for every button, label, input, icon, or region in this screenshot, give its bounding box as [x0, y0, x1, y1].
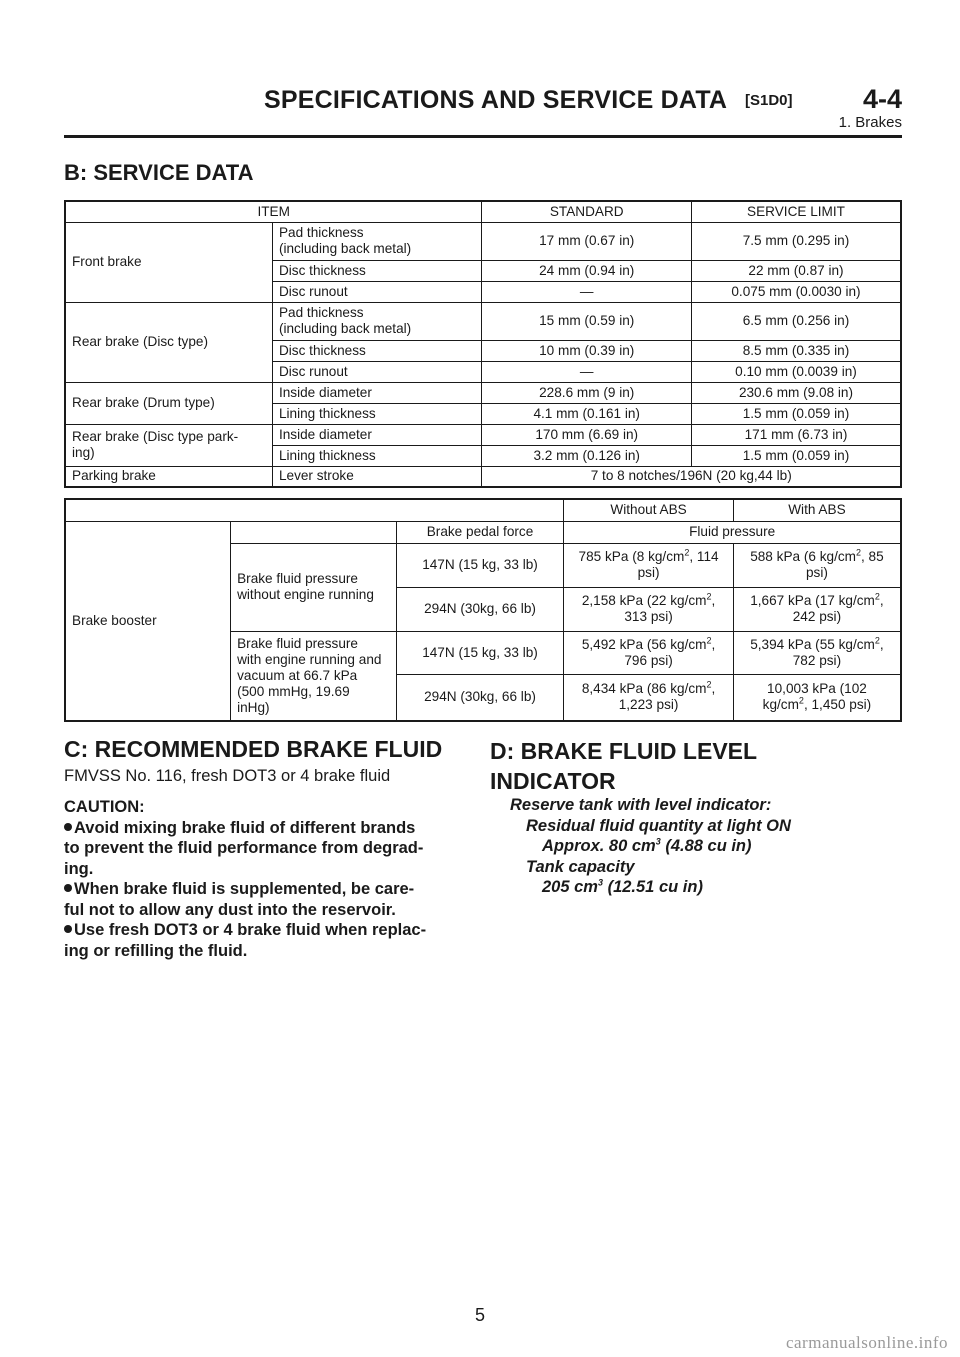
residual-quantity-value: Approx. 80 $cm^3$ (4.88 cu in) [542, 836, 752, 855]
section-d-heading: D: BRAKE FLUID LEVEL INDICATOR [490, 738, 758, 794]
header-code: [S1D0] [745, 92, 793, 109]
cell-standard: — [482, 361, 692, 382]
reserve-tank-label: Reserve tank with level indicator: [510, 796, 772, 814]
brake-booster-table [64, 498, 902, 722]
cell-pedal-force: 294N (30kg, 66 lb) [396, 674, 564, 721]
cell-standard: 17 mm (0.67 in) [482, 222, 692, 260]
bullet-icon [64, 823, 72, 831]
cell-limit: 1.5 mm (0.059 in) [691, 445, 901, 466]
col-header-pedal-force: Brake pedal force [396, 521, 564, 543]
table-row [65, 302, 901, 340]
col-header-with-abs: With ABS [733, 499, 901, 521]
cell-standard: 15 mm (0.59 in) [482, 302, 692, 340]
table-header-row [65, 499, 901, 521]
cell-limit: 171 mm (6.73 in) [691, 424, 901, 445]
cell-limit: 230.6 mm (9.08 in) [691, 382, 901, 403]
table-header-row [65, 521, 901, 543]
cell-item: Lever stroke [272, 466, 481, 487]
table-row [65, 466, 901, 487]
col-header-fluid-pressure: Fluid pressure [564, 521, 901, 543]
cell-item: Lining thickness [272, 403, 481, 424]
cell-limit: 6.5 mm (0.256 in) [691, 302, 901, 340]
cell-limit: 7.5 mm (0.295 in) [691, 222, 901, 260]
header-title: SPECIFICATIONS AND SERVICE DATA [264, 86, 728, 114]
cell-item: Lining thickness [272, 445, 481, 466]
cell-pedal-force: 294N (30kg, 66 lb) [396, 587, 564, 631]
cell-standard: 4.1 mm (0.161 in) [482, 403, 692, 424]
bullet-icon [64, 925, 72, 933]
cell-item: Disc thickness [272, 340, 481, 361]
service-data-table [64, 200, 902, 488]
cell-standard: 10 mm (0.39 in) [482, 340, 692, 361]
caution-title: CAUTION: [64, 798, 145, 816]
blank-header-cell [231, 521, 397, 543]
section-b-heading: B: SERVICE DATA [64, 160, 254, 185]
cell-item: Disc runout [272, 361, 481, 382]
cell-item: Disc thickness [272, 260, 481, 281]
tank-capacity-label: Tank capacity [526, 857, 635, 876]
col-header-service-limit: SERVICE LIMIT [691, 201, 901, 222]
col-header-standard: STANDARD [482, 201, 692, 222]
table-row [65, 424, 901, 445]
cell-with-abs: 1,667 kPa (17 $kg/cm^2$, 242 psi) [733, 587, 901, 631]
cell-without-abs: 785 kPa (8 $kg/cm^2$, 114 psi) [564, 543, 734, 587]
cell-limit: 0.075 mm (0.0030 in) [691, 281, 901, 302]
cell-standard: 24 mm (0.94 in) [482, 260, 692, 281]
cell-with-abs: 588 kPa (6 $kg/cm^2$, 85 psi) [733, 543, 901, 587]
table-header-row [65, 201, 901, 222]
caution-block [64, 797, 474, 961]
col-header-without-abs: Without ABS [564, 499, 734, 521]
cell-pedal-force: 147N (15 kg, 33 lb) [396, 543, 564, 587]
row-label-parking-brake: Parking brake [65, 466, 272, 487]
recommended-fluid-text: FMVSS No. 116, fresh DOT3 or 4 brake fluid [64, 767, 391, 785]
blank-header-cell [65, 499, 564, 521]
cell-standard: 228.6 mm (9 in) [482, 382, 692, 403]
cell-with-abs: 10,003 kPa (102 $kg/cm^2$, 1,450 psi) [733, 674, 901, 721]
cell-without-abs: 8,434 kPa (86 $kg/cm^2$, 1,223 psi) [564, 674, 734, 721]
cell-limit: 8.5 mm (0.335 in) [691, 340, 901, 361]
bullet-icon [64, 884, 72, 892]
table-row [65, 222, 901, 260]
residual-quantity-label: Residual fluid quantity at light ON [526, 816, 791, 835]
cell-limit: 1.5 mm (0.059 in) [691, 403, 901, 424]
row-label-rear-drum: Rear brake (Drum type) [65, 382, 272, 424]
table-row [65, 382, 901, 403]
row-label-rear-disc-parking: Rear brake (Disc type park- ing) [65, 424, 272, 466]
header-rule [64, 135, 902, 138]
row-label-rear-disc: Rear brake (Disc type) [65, 302, 272, 382]
row-label-front-brake: Front brake [65, 222, 272, 302]
cell-with-abs: 5,394 kPa (55 $kg/cm^2$, 782 psi) [733, 631, 901, 674]
cell-item: Inside diameter [272, 382, 481, 403]
page-number: 5 [474, 1305, 485, 1325]
section-c-heading: C: RECOMMENDED BRAKE FLUID [64, 736, 443, 762]
cell-item: Inside diameter [272, 424, 481, 445]
cell-standard: 3.2 mm (0.126 in) [482, 445, 692, 466]
caution-item: Avoid mixing brake fluid of different brands to prevent the fluid performance from degrad- ing. [64, 818, 424, 878]
cell-item: Pad thickness (including back metal) [272, 222, 481, 260]
col-header-item: ITEM [65, 201, 482, 222]
cell-limit: 22 mm (0.87 in) [691, 260, 901, 281]
cell-standard: — [482, 281, 692, 302]
cell-item: Disc runout [272, 281, 481, 302]
caution-item: When brake fluid is supplemented, be care- ful not to allow any dust into the reservoir. [64, 880, 415, 919]
condition-with-engine: Brake fluid pressure with engine running and vacuum at 66.7 kPa (500 mmHg, 19.69 inHg) [231, 631, 397, 721]
cell-standard: 170 mm (6.69 in) [482, 424, 692, 445]
cell-without-abs: 2,158 kPa (22 $kg/cm^2$, 313 psi) [564, 587, 734, 631]
tank-capacity-value: 205 $cm^3$ (12.51 cu in) [542, 877, 703, 896]
caution-item: Use fresh DOT3 or 4 brake fluid when replac- ing or refilling the fluid. [64, 921, 427, 960]
cell-item: Pad thickness (including back metal) [272, 302, 481, 340]
condition-without-engine: Brake fluid pressure without engine running [231, 543, 397, 631]
cell-limit: 0.10 mm (0.0039 in) [691, 361, 901, 382]
watermark: carmanualsonline.info [785, 1333, 948, 1352]
cell-standard: 7 to 8 notches/196N (20 kg,44 lb) [482, 466, 901, 487]
cell-without-abs: 5,492 kPa (56 $kg/cm^2$, 796 psi) [564, 631, 734, 674]
header-subtitle: 1. Brakes [838, 114, 902, 131]
header-section-number: 4-4 [862, 84, 902, 114]
row-label-brake-booster: Brake booster [65, 521, 231, 721]
level-indicator-block [510, 795, 791, 898]
cell-pedal-force: 147N (15 kg, 33 lb) [396, 631, 564, 674]
